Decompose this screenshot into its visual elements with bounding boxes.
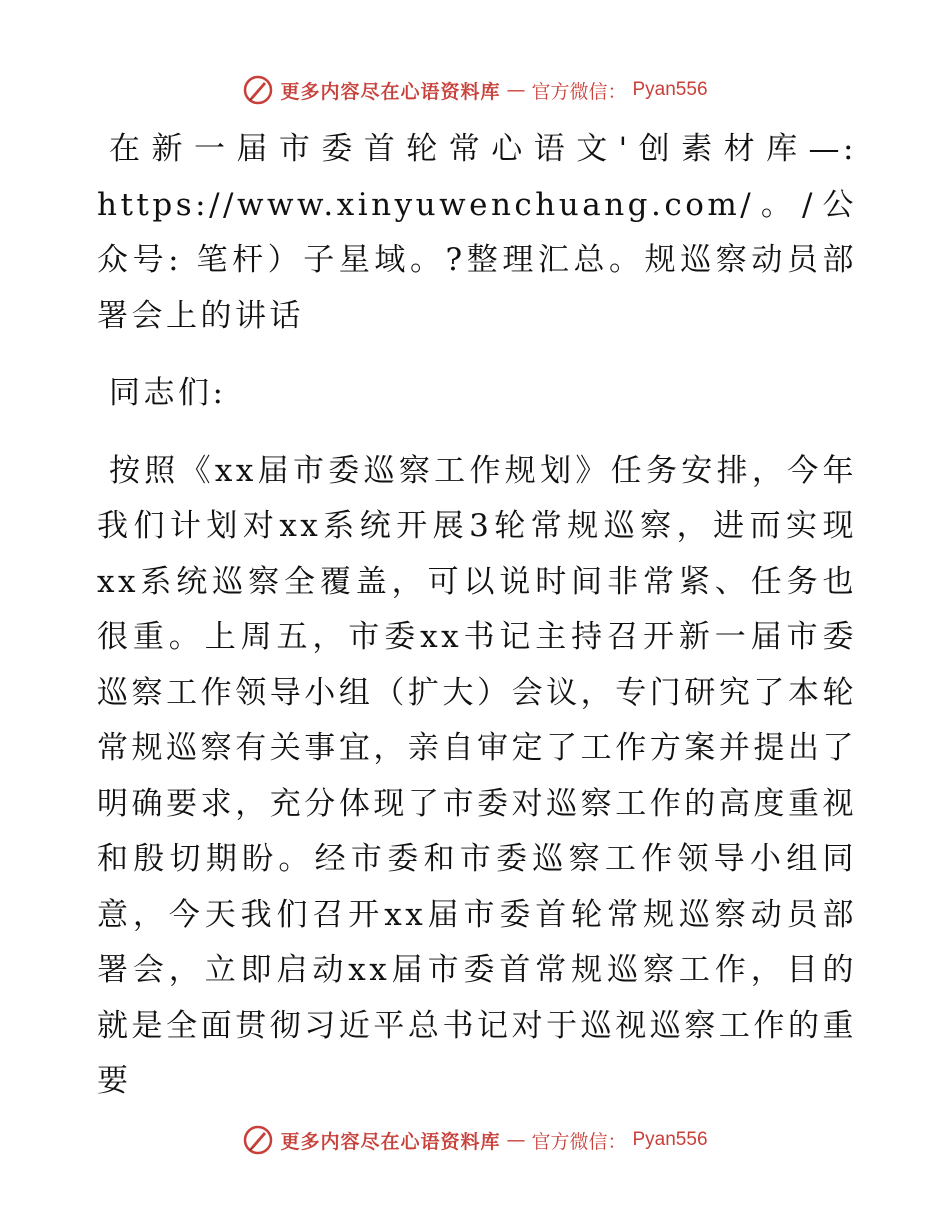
quill-logo-icon [242,1124,274,1156]
banner-wechat-label: 官方微信： [531,80,627,103]
header-watermark-banner [0,70,950,110]
banner-main-text: 更多内容尽在心语资料库 [280,80,501,103]
body-paragraph: 按照《xx届市委巡察工作规划》任务安排，今年我们计划对xx系统开展3轮常规巡察，进而实现xx系统巡察全覆盖，可以说时间非常紧、任务也很重。上周五，市委xx书记主持召开新一届市委巡察工作领导小组（扩大）会议，专门研究了本轮常规巡察有关事宜，亲自审定了工作方案并提出了明确要求，充分体现了市委对巡察工作的高度重视和殷切期盼。经市委和市委巡察工作领导小组同意，今天我们召开xx届市委首轮常规巡察动员部署会，立即启动xx届市委首常规巡察工作，目的就是全面贯彻习近平总书记对于巡视巡察工作的重要 [97,452,857,1099]
banner-separator: — [506,79,526,101]
banner-wechat-label: 官方微信： [531,1130,627,1153]
banner-wechat-id: Pyan556 [632,1129,708,1150]
banner-wechat-id: Pyan556 [632,79,708,100]
salutation: 同志们: [109,375,227,411]
banner-main-text: 更多内容尽在心语资料库 [280,1130,501,1153]
banner-separator: — [506,1129,526,1151]
document-body [97,122,857,1110]
quill-logo-icon [242,74,274,106]
heading-paragraph: 在新一届市委首轮常心语文'创素材库—: https://www.xinyuwenchuang.com/。/公众号: 笔杆）子星域。?整理汇总。规巡察动员部署会上的讲话 [97,131,857,334]
footer-watermark-banner [0,1120,950,1160]
